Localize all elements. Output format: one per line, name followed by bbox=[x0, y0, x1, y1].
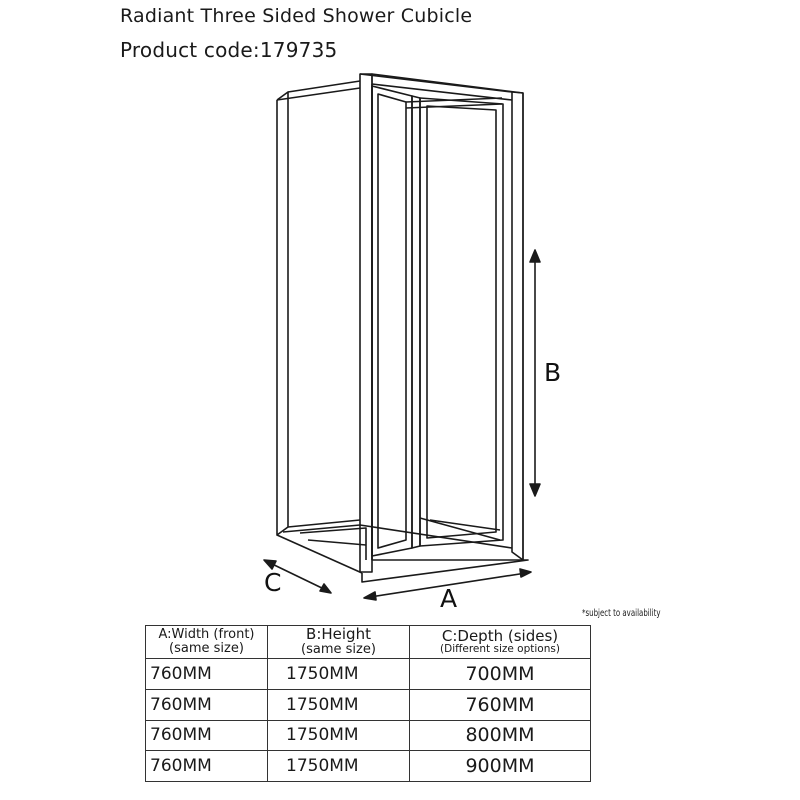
dimension-arrow-b bbox=[530, 250, 540, 496]
dimension-label-c: C bbox=[264, 568, 282, 597]
cell-height: 1750MM bbox=[268, 689, 410, 720]
table-row bbox=[146, 689, 591, 720]
front-frame bbox=[360, 74, 523, 572]
header-depth bbox=[410, 626, 591, 659]
header-height-main: B:Height bbox=[306, 625, 371, 644]
product-code: Product code:179735 bbox=[120, 38, 338, 62]
cell-depth: 800MM bbox=[410, 720, 591, 751]
page-title: Radiant Three Sided Shower Cubicle bbox=[120, 5, 473, 27]
availability-note: *subject to availability bbox=[582, 608, 661, 619]
header-width bbox=[146, 626, 268, 659]
cell-width: 760MM bbox=[146, 659, 268, 690]
table-row bbox=[146, 659, 591, 690]
table-header-row bbox=[146, 626, 591, 659]
cell-width: 760MM bbox=[146, 751, 268, 782]
cell-height: 1750MM bbox=[268, 720, 410, 751]
header-depth-main: C:Depth (sides) bbox=[441, 626, 559, 645]
cell-depth: 760MM bbox=[410, 689, 591, 720]
cell-height: 1750MM bbox=[268, 751, 410, 782]
header-height-sub: (same size) bbox=[301, 642, 376, 658]
side-panel bbox=[277, 81, 360, 535]
bifold-door bbox=[372, 86, 503, 556]
header-height bbox=[268, 626, 410, 659]
cell-depth: 900MM bbox=[410, 751, 591, 782]
size-table bbox=[145, 625, 591, 782]
cell-width: 760MM bbox=[146, 689, 268, 720]
table-row bbox=[146, 720, 591, 751]
table-row bbox=[146, 751, 591, 782]
dimension-label-b: B bbox=[544, 358, 562, 387]
header-width-main: A:Width (front) bbox=[158, 627, 255, 643]
dimension-label-a: A bbox=[440, 584, 458, 613]
cell-depth: 700MM bbox=[410, 659, 591, 690]
cell-width: 760MM bbox=[146, 720, 268, 751]
header-depth-sub: (Different size options) bbox=[440, 643, 560, 656]
header-width-sub: (same size) bbox=[169, 641, 244, 656]
cell-height: 1750MM bbox=[268, 659, 410, 690]
